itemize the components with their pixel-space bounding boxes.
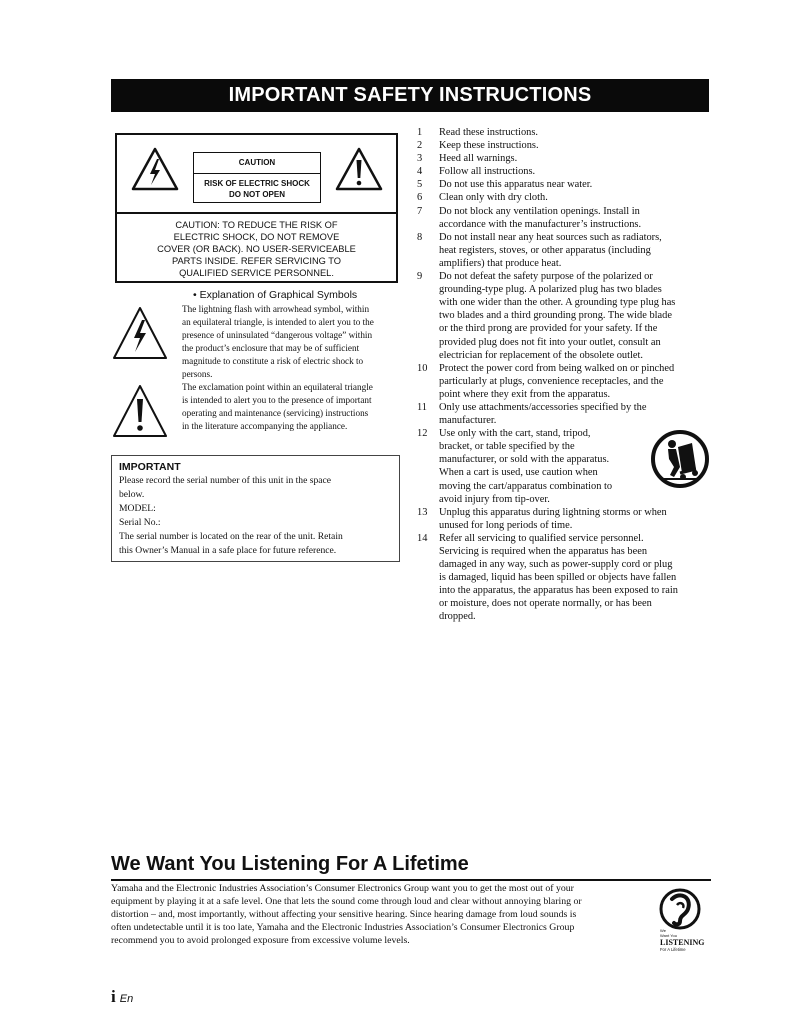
logo-text: We	[660, 928, 666, 933]
important-line: below.	[119, 489, 145, 500]
lifetime-heading: We Want You Listening For A Lifetime	[111, 853, 469, 875]
risk-line: DO NOT OPEN	[228, 190, 285, 199]
instruction-text	[439, 231, 713, 270]
instruction-line: Do not use this apparatus near water.	[439, 179, 593, 191]
instruction-line: Use only with the cart, stand, tripod,	[439, 428, 591, 440]
instruction-number: 3	[417, 153, 423, 165]
page-title: IMPORTANT SAFETY INSTRUCTIONS	[111, 79, 709, 112]
page-number	[111, 987, 133, 1007]
instruction-item	[417, 205, 713, 231]
logo-text: Want You	[660, 933, 677, 938]
instruction-line: When a cart is used, use caution when	[439, 467, 598, 479]
instructions-list	[417, 126, 713, 624]
important-line: this Owner’s Manual in a safe place for future reference.	[119, 545, 337, 556]
instruction-line: unused for long periods of time.	[439, 519, 573, 531]
lifetime-line: equipment by playing it at a safe level. One that lets the sound come through loud and clear without annoying blaring or	[111, 896, 582, 907]
instruction-item	[417, 126, 713, 139]
important-line: The serial number is located on the rear of the unit. Retain	[119, 531, 343, 542]
instruction-line: Follow all instructions.	[439, 166, 536, 178]
instruction-text	[439, 270, 713, 362]
instruction-line: Do not block any ventilation openings. Install in	[439, 205, 640, 217]
instruction-number: 13	[417, 506, 428, 518]
instruction-line: grounding-type plug. A polarized plug has two blades	[439, 284, 662, 296]
instruction-line: Protect the power cord from being walked on or pinched	[439, 362, 675, 374]
cart-tipover-warning-icon	[650, 429, 710, 489]
instruction-number: 14	[417, 532, 428, 544]
instruction-line: Read these instructions.	[439, 127, 538, 138]
caution-text	[117, 219, 396, 279]
instruction-item	[417, 152, 713, 165]
listening-lifetime-logo	[652, 887, 708, 953]
explanation-line: magnitude to constitute a risk of electric shock to	[182, 356, 364, 366]
lifetime-line: Yamaha and the Electronic Industries Association’s Consumer Electronics Group want you to get the most out of your	[111, 883, 574, 894]
instruction-item	[417, 362, 713, 401]
caution-text-line: PARTS INSIDE. REFER SERVICING TO	[171, 256, 342, 266]
explanation-heading: • Explanation of Graphical Symbols	[193, 289, 358, 301]
caution-text-line: ELECTRIC SHOCK, DO NOT REMOVE	[173, 232, 340, 242]
lightning-warning-icon	[131, 147, 179, 191]
instruction-line: manufacturer.	[439, 415, 497, 427]
instruction-text	[439, 506, 713, 532]
instruction-line: into the apparatus, the apparatus has been exposed to rain	[439, 585, 678, 597]
page-number-value: i	[111, 987, 116, 1006]
instruction-line: amplifiers) that produce heat.	[439, 257, 562, 269]
instruction-line: or moisture, does not operate normally, or has been	[439, 598, 652, 610]
instruction-text	[439, 152, 713, 165]
instruction-text	[439, 205, 713, 231]
instruction-text	[439, 178, 713, 191]
instruction-item	[417, 191, 713, 204]
instruction-line: Only use attachments/accessories specified by the	[439, 401, 647, 413]
explanation-line: persons.	[182, 369, 213, 379]
instruction-line: manufacturer, or sold with the apparatus.	[439, 454, 610, 466]
caution-header	[117, 135, 396, 214]
instruction-text	[439, 165, 713, 178]
caution-label	[193, 152, 321, 203]
instruction-number: 7	[417, 205, 423, 217]
instruction-line: is damaged, liquid has been spilled or objects have fallen	[439, 572, 677, 584]
instruction-text	[439, 362, 713, 401]
instruction-line: Clean only with dry cloth.	[439, 192, 548, 204]
caution-text-line: COVER (OR BACK). NO USER-SERVICEABLE	[157, 244, 356, 254]
instruction-line: or the third prong are provided for your safety. If the	[439, 323, 658, 335]
instruction-number: 11	[417, 401, 428, 413]
important-box	[111, 455, 400, 562]
instruction-number: 5	[417, 179, 423, 191]
instruction-line: accordance with the manufacturer’s instructions.	[439, 218, 642, 230]
instruction-number: 1	[417, 127, 423, 138]
instruction-text	[439, 191, 713, 204]
serial-line: Serial No.:	[119, 517, 161, 528]
model-line: MODEL:	[119, 503, 156, 514]
instruction-number: 12	[417, 428, 428, 440]
lightning-symbol-icon	[112, 306, 168, 360]
caution-label-title: CAUTION	[194, 153, 320, 174]
instruction-line: Servicing is required when the apparatus has been	[439, 546, 648, 557]
logo-text: For A Lifetime	[660, 947, 686, 952]
instruction-item	[417, 178, 713, 191]
exclamation-explanation	[182, 381, 404, 433]
explanation-line: The lightning flash with arrowhead symbol, within	[182, 304, 370, 314]
instruction-line: moving the cart/apparatus combination to	[439, 480, 613, 492]
instruction-item	[417, 165, 713, 178]
instruction-item	[417, 270, 713, 362]
explanation-line: presence of uninsulated “dangerous voltage” within	[182, 330, 373, 340]
instruction-line: point where they exit from the apparatus.	[439, 388, 611, 400]
instruction-item	[417, 231, 713, 270]
instruction-line: Unplug this apparatus during lightning storms or when	[439, 506, 667, 518]
explanation-line: in the literature accompanying the appliance.	[182, 421, 348, 431]
instruction-line: electrician for replacement of the obsolete outlet.	[439, 349, 643, 361]
instruction-item	[417, 401, 713, 427]
instruction-number: 9	[417, 271, 423, 283]
instruction-line: avoid injury from tip-over.	[439, 493, 550, 505]
explanation-line: operating and maintenance (servicing) instructions	[182, 408, 369, 418]
instruction-number: 6	[417, 192, 423, 204]
lifetime-text	[111, 882, 641, 947]
instruction-line: Heed all warnings.	[439, 153, 518, 165]
exclamation-symbol-icon	[112, 384, 168, 438]
instruction-item	[417, 506, 713, 532]
explanation-line: an equilateral triangle, is intended to alert you to the	[182, 317, 374, 327]
instruction-number: 10	[417, 362, 428, 374]
language-code: En	[119, 993, 134, 1005]
instruction-item	[417, 532, 713, 624]
instruction-line: heat registers, stoves, or other apparatus (including	[439, 244, 651, 256]
instruction-line: Refer all servicing to qualified service personnel.	[439, 532, 644, 544]
logo-text: LISTENING	[660, 938, 705, 947]
instruction-text	[439, 139, 713, 152]
caution-text-line: CAUTION: TO REDUCE THE RISK OF	[175, 220, 338, 230]
risk-line: RISK OF ELECTRIC SHOCK	[204, 179, 310, 188]
explanation-line: is intended to alert you to the presence of important	[182, 395, 372, 405]
instruction-number: 2	[417, 140, 423, 152]
instruction-line: Do not install near any heat sources such as radiators,	[439, 231, 662, 243]
section-divider	[111, 879, 711, 881]
instruction-line: bracket, or table specified by the	[439, 441, 575, 453]
instruction-text	[439, 126, 713, 139]
instruction-line: provided plug does not fit into your outlet, consult an	[439, 336, 661, 348]
instruction-number: 4	[417, 166, 423, 178]
important-line: Please record the serial number of this unit in the space	[119, 475, 332, 486]
important-title: IMPORTANT	[119, 461, 181, 473]
explanation-line: the product’s enclosure that may be of sufficient	[182, 343, 360, 353]
instruction-text	[439, 401, 713, 427]
lifetime-line: often undetectable until it is too late, Yamaha and the Electronic Industries Association’s Consumer Electronics Group	[111, 922, 575, 933]
lightning-explanation	[182, 303, 404, 381]
instruction-line: damaged in any way, such as power-supply cord or plug	[439, 559, 673, 571]
lifetime-line: recommend you to avoid prolonged exposure from excessive volume levels.	[111, 935, 410, 946]
instruction-line: particularly at plugs, convenience receptacles, and the	[439, 375, 664, 387]
caution-text-line: QUALIFIED SERVICE PERSONNEL.	[179, 268, 334, 278]
exclamation-warning-icon	[335, 147, 383, 191]
instruction-line: Do not defeat the safety purpose of the polarized or	[439, 271, 653, 283]
instruction-item	[417, 139, 713, 152]
caution-box	[115, 133, 398, 283]
instruction-line: two blades and a third grounding prong. The wide blade	[439, 310, 672, 322]
instruction-line: with one wider than the other. A grounding type plug has	[439, 297, 676, 309]
instruction-number: 8	[417, 231, 423, 243]
instruction-line: dropped.	[439, 611, 476, 623]
explanation-line: The exclamation point within an equilateral triangle	[182, 382, 373, 392]
instruction-line: Keep these instructions.	[439, 140, 539, 152]
instruction-text	[439, 532, 713, 624]
lifetime-line: distortion – and, most importantly, without affecting your sensitive hearing. Since hearing damage from loud sounds is	[111, 909, 577, 920]
